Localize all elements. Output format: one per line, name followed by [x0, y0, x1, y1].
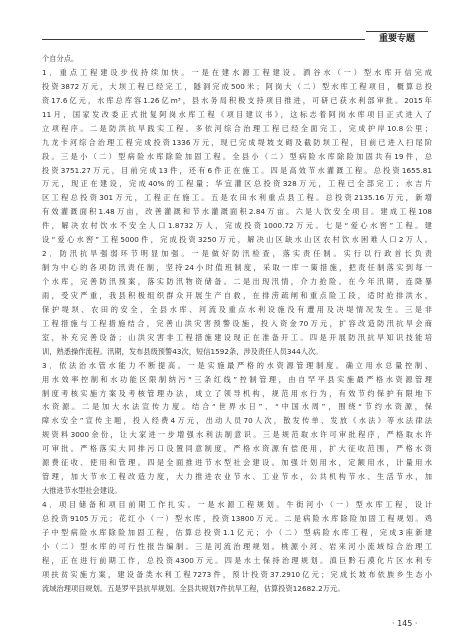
text-line: 4．项目储备和项目前期工作扎实。一是水源工程规划。牛街河小（一）型水库工程，设计	[42, 500, 432, 509]
header-rule	[42, 39, 365, 40]
text-line: 保护堤坝、农田的安全，全县水库、河流及重点水利设施没有遭用及决堤情况发生。三是非	[42, 304, 432, 314]
text-line: 投资3751.27万元，目前完成13件，还有6件正在施工。四是高效节水灌溉工程。总投资1655.81	[42, 165, 432, 175]
text-line: 规资料3000余份，让大家进一步增强水利法制意识。三是规范取水许可审批程序，严格取水许	[42, 430, 432, 440]
text-line: 个水库，完善防汛预案，落实防汛物资储备。二是出现汛情，介力抢险。在今年汛期，连降暴	[42, 277, 432, 286]
text-line: 项扶贫实施方案，建设备类水利工程7273件，预计投资37.2910亿元；完成长坡布依族乡生态小	[42, 569, 432, 579]
section-tag-label: 重要专题	[378, 34, 415, 44]
text-line: 有效灌溉面积1.48万亩，改善灌溉和节水灌溉面积2.84万亩。六是人饮安全项目。建成工程108	[42, 207, 432, 217]
body-text	[42, 52, 432, 596]
text-line: 室，补充完善设备；山洪灾害非工程措施建设现正在准备开工。四是开展防汛抗旱知识技能培	[42, 332, 432, 342]
text-line: 制度考核实施方案及考核管理办法，成立了领导机构，规范用水行为，有效节约保护有限地下	[42, 388, 432, 398]
text-line: 3．依法治水管水能力不断提高。一是实施最严格的水资源管理制度。确立用水总量控制、	[42, 360, 432, 370]
text-line: 1．重点工程建设步伐持续加快。一是在建水源工程建设。洒谷水（一）型水库开信完成	[42, 67, 432, 77]
text-line: 水资源。二是加大水法宣传力度。结合“世界水日”、“中国水周”，围绕“节约水资源，保	[42, 402, 432, 412]
text-line: 九龙卡河综合治理工程完成投资1336万元，现已完成堤坡支砌及截防坝工程，目前已进入扫尾阶	[42, 137, 432, 147]
page-number: · 145 ·	[392, 619, 418, 628]
text-line: 万元，现正在建设，完成40%的工程量；华宜灌区总投资328万元，工程已全部完工；水吉片	[42, 179, 432, 189]
text-line: 可审批。严格落实大同排污口设置同意制度，严格水资源有偿使用，扩大征收范围，严格水资	[42, 444, 432, 454]
text-line: 流域治理项目规划。五是罗平县抗旱规划。全县共规划7件抗旱工程，估算投资12682.2万元。	[42, 583, 345, 593]
text-line: 个自分点。	[42, 54, 79, 63]
text-line: 立项程序。二是防洪抗旱践实工程。多依河综合治理工程已经全面完工，完成护岸10.8公里；	[42, 123, 432, 133]
text-line: 雨，受灾严重，我县积极组织群众开展生产自救，在排涝疏闸和重点险工段，适时抢排洪水，	[42, 290, 432, 300]
text-line: 子中型病险水库除险加固工程，估算总投资1.1亿元；小（二）型病险水库工程，完成3座新建	[42, 527, 432, 537]
text-line: 用水效率控制和水功能区限制纳污“三条红线”控制管理，由自罕平县实施最严格水资源管理	[42, 374, 432, 384]
text-line: 段。三是小（二）型病险水库除险加固工程。全县小（二）型病险水库除险加固共有19件，总	[42, 151, 432, 161]
text-line: 管理，加大节水工程改造力度，大力推进农业节水、工业节水，公共机构节水、生活节水，加	[42, 472, 432, 482]
text-line: 投资3872万元，大坝工程已经完工，隧洞完成500米；阿岗大（二）型水库工程项目，概算总投	[42, 81, 432, 91]
text-line: 11月，国家发改委正式批复阿岗水库工程《项目建议书》，这标志着阿岗水库项目正式进入了	[42, 109, 432, 119]
text-line: 总投资9105万元；花红小（一）型水库，投资13800万元。二是病险水库除险加固工程规划。鸡	[42, 513, 432, 523]
text-line: 训，熟悉操作流程。汛期，发布县级预警43次，短信1592条，涉及责任人员344人次。	[42, 346, 323, 356]
text-line: 资17.6亿元，水库总库容1.26亿m³，县水务局积极支持项目推进，可研已获水利部审批。2015年	[42, 95, 432, 105]
text-line: 小（二）型水库的可行性报告编制。三是河流治理规划。桃源小河、岩来河小流域综合治理工	[42, 541, 432, 551]
text-line: 工程措施与工程措施结合，完善山洪灾害预警设施，投入资金70万元，扩容改造防汛抗旱会商	[42, 318, 432, 328]
text-line: 源费征收、使用和管理。四是全面推进节水型社会建设。加强计划用水，定额用水，计量用水	[42, 458, 432, 468]
text-line: 大推进节水型社会建设。	[42, 486, 122, 496]
text-line: 件，解决农村饮水不安全人口1.8732万人，完成投资1000.72万元。七是“爱心水窖”工程。建	[42, 221, 432, 231]
section-tag	[366, 31, 428, 48]
text-line: 区工程总投资301万元，工程正在施工。五是农田水利重点县工程。总投资2135.16万元，新增	[42, 193, 432, 203]
text-line: 障水安全”宣传主题，投入经费4万元，出动人员70人次，散发传单、发放《水法》等水法律法	[42, 416, 432, 426]
text-line: 设“爱心水窖”工程5000件，完成投资3250万元，解决山区缺水山区农村饮水困难人口2万人。	[42, 235, 432, 245]
text-line: 程，正在进行前期工作，总投资4300万元。四是水土保持治理规划。滇巨黔石漠化片区水利专	[42, 555, 432, 565]
text-line: 2．防汛抗旱强弱环节明显加强。一是做好防汛检查，落实责任制。实行以行政首长负责	[42, 249, 432, 259]
text-line: 制为中心的各项防汛责任制，坚持24小时值班制度，采取一库一策措施，把责任制落实到每一	[42, 263, 432, 273]
